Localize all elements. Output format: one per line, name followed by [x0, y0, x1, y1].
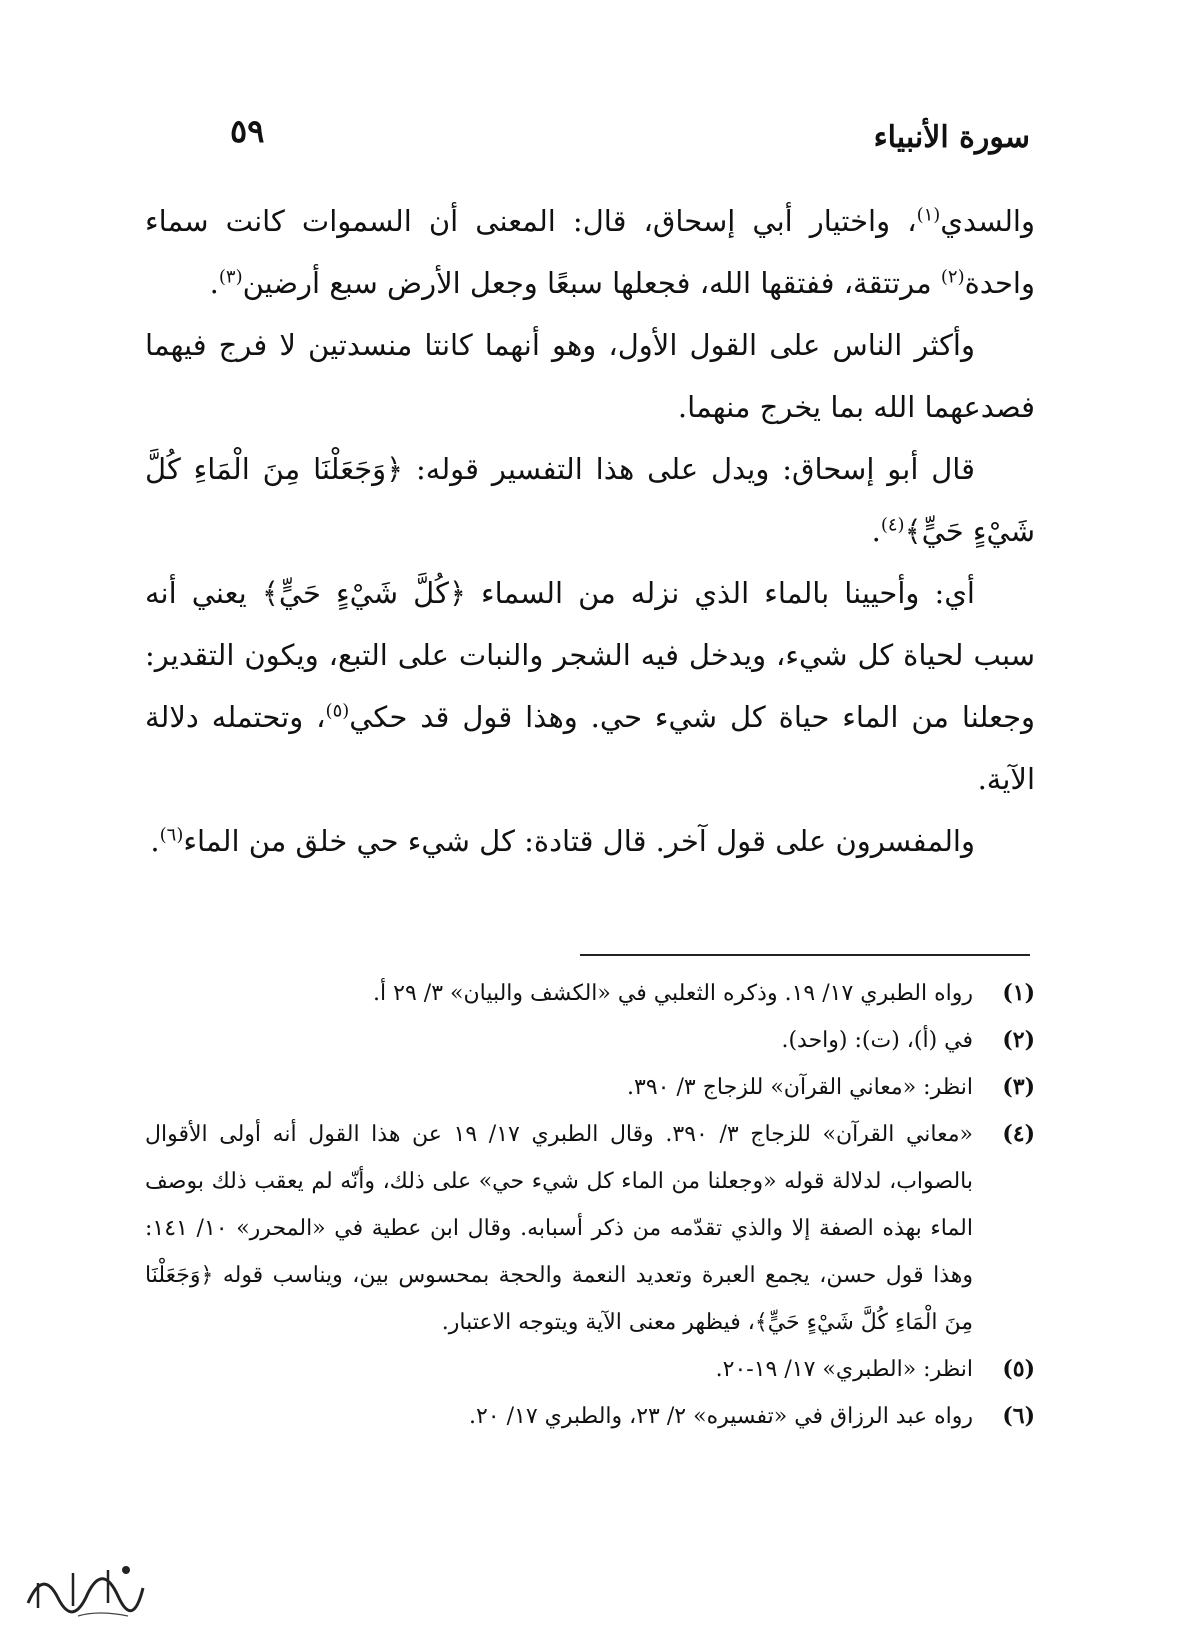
page-header [150, 112, 1030, 160]
footnote-text: «معاني القرآن» للزجاج ٣/ ٣٩٠. وقال الطبري ١٧/ ١٩ عن هذا القول أنه أولى الأقوال بالصواب، لدلالة قوله «وجعلنا من الماء كل شيء حي» على ذلك، وأنّه لم يعقب ذلك بوصف الماء بهذه الصفة إلا والذي تقدّمه من ذكر أسبابه. وقال ابن عطية في «المحرر» ١٠/ ١٤١: وهذا قول حسن، يجمع العبرة وتعديد النعمة والحجة بمحسوس بين، ويناسب قوله [145, 1122, 973, 1288]
paragraph-4: أي: وأحيينا بالماء الذي نزله من السماء ﴿كُلَّ شَيْءٍ حَيٍّ﴾ يعني أنه سبب لحياة كل شيء، ويدخل فيه الشجر والنبات على التبع، ويكون التقدير: وجعلنا من الماء حياة كل شيء حي. وهذا قول قد حكي$^{(٥)}$، وتحتمله دلالة الآية. [145, 576, 1036, 796]
footnote-ref-4[interactable]: (٤) [880, 514, 905, 536]
footnote-6 [145, 1393, 1035, 1440]
footnote-5 [145, 1346, 1035, 1393]
quran-verse: ﴿كُلَّ شَيْءٍ حَيٍّ﴾ [261, 576, 466, 610]
footnote-text: انظر: «معاني القرآن» للزجاج ٣/ ٣٩٠. [627, 1075, 973, 1100]
footnote-4 [145, 1111, 1035, 1346]
paragraph-3: قال أبو إسحاق: ويدل على هذا التفسير قوله: ﴿وَجَعَلْنَا مِنَ الْمَاءِ كُلَّ شَيْءٍ حَيٍّ﴾$^{(٤)}$. [145, 452, 1035, 548]
footnote-ref-2[interactable]: (٢) [940, 266, 965, 288]
footnotes [145, 970, 1035, 1440]
page-number: ٥٩ [230, 112, 265, 150]
footnote-1 [145, 970, 1035, 1017]
footnote-2 [145, 1017, 1035, 1064]
publisher-logo [18, 1548, 148, 1628]
quran-verse: ﴿وَجَعَلْنَا مِنَ الْمَاءِ كُلَّ شَيْءٍ حَيٍّ﴾ [145, 452, 1035, 548]
footnote-ref-5[interactable]: (٥) [325, 700, 350, 722]
footnote-text: ، فيظهر معنى الآية ويتوجه الاعتبار. [441, 1310, 755, 1335]
footnote-number: (٣) [1002, 1074, 1035, 1100]
footnote-number: (١) [1002, 980, 1035, 1006]
footnote-text: انظر: «الطبري» ١٧/ ١٩-٢٠. [715, 1357, 973, 1382]
footnote-number: (٤) [1002, 1121, 1035, 1147]
footnote-number: (٦) [1002, 1403, 1035, 1429]
footnote-text: في (أ)، (ت): (واحد). [781, 1028, 973, 1053]
footnote-number: (٥) [1002, 1356, 1035, 1382]
paragraph-2: وأكثر الناس على القول الأول، وهو أنهما كانتا منسدتين لا فرج فيهما فصدعهما الله بما يخرج منهما. [145, 328, 1035, 424]
paragraph-5: والمفسرون على قول آخر. قال قتادة: كل شيء حي خلق من الماء$^{(٦)}$. [150, 824, 975, 858]
footnote-number: (٢) [1002, 1027, 1035, 1053]
quran-verse: ﴿وَجَعَلْنَا مِنَ الْمَاءِ كُلَّ شَيْءٍ حَيٍّ﴾ [145, 1263, 973, 1335]
footnote-text: رواه الطبري ١٧/ ١٩. وذكره الثعلبي في «الكشف والبيان» ٣/ ٢٩ أ. [373, 981, 973, 1006]
main-text [145, 190, 1035, 872]
footnote-ref-1[interactable]: (١) [916, 204, 941, 226]
footnote-3 [145, 1064, 1035, 1111]
paragraph-1: والسدي$^{(١)}$، واختيار أبي إسحاق، قال: المعنى أن السموات كانت سماء واحدة$^{(٢)}$ مرتتقة، ففتقها الله، فجعلها سبعًا وجعل الأرض سبع أرضين$^{(٣)}$. [145, 204, 1035, 300]
footnote-ref-3[interactable]: (٣) [218, 266, 243, 288]
footnote-separator [580, 954, 1030, 956]
surah-title: سورة الأنبياء [873, 120, 1030, 155]
footnote-ref-6[interactable]: (٦) [159, 824, 184, 846]
footnote-text: رواه عبد الرزاق في «تفسيره» ٢/ ٢٣، والطبري ١٧/ ٢٠. [468, 1404, 973, 1429]
